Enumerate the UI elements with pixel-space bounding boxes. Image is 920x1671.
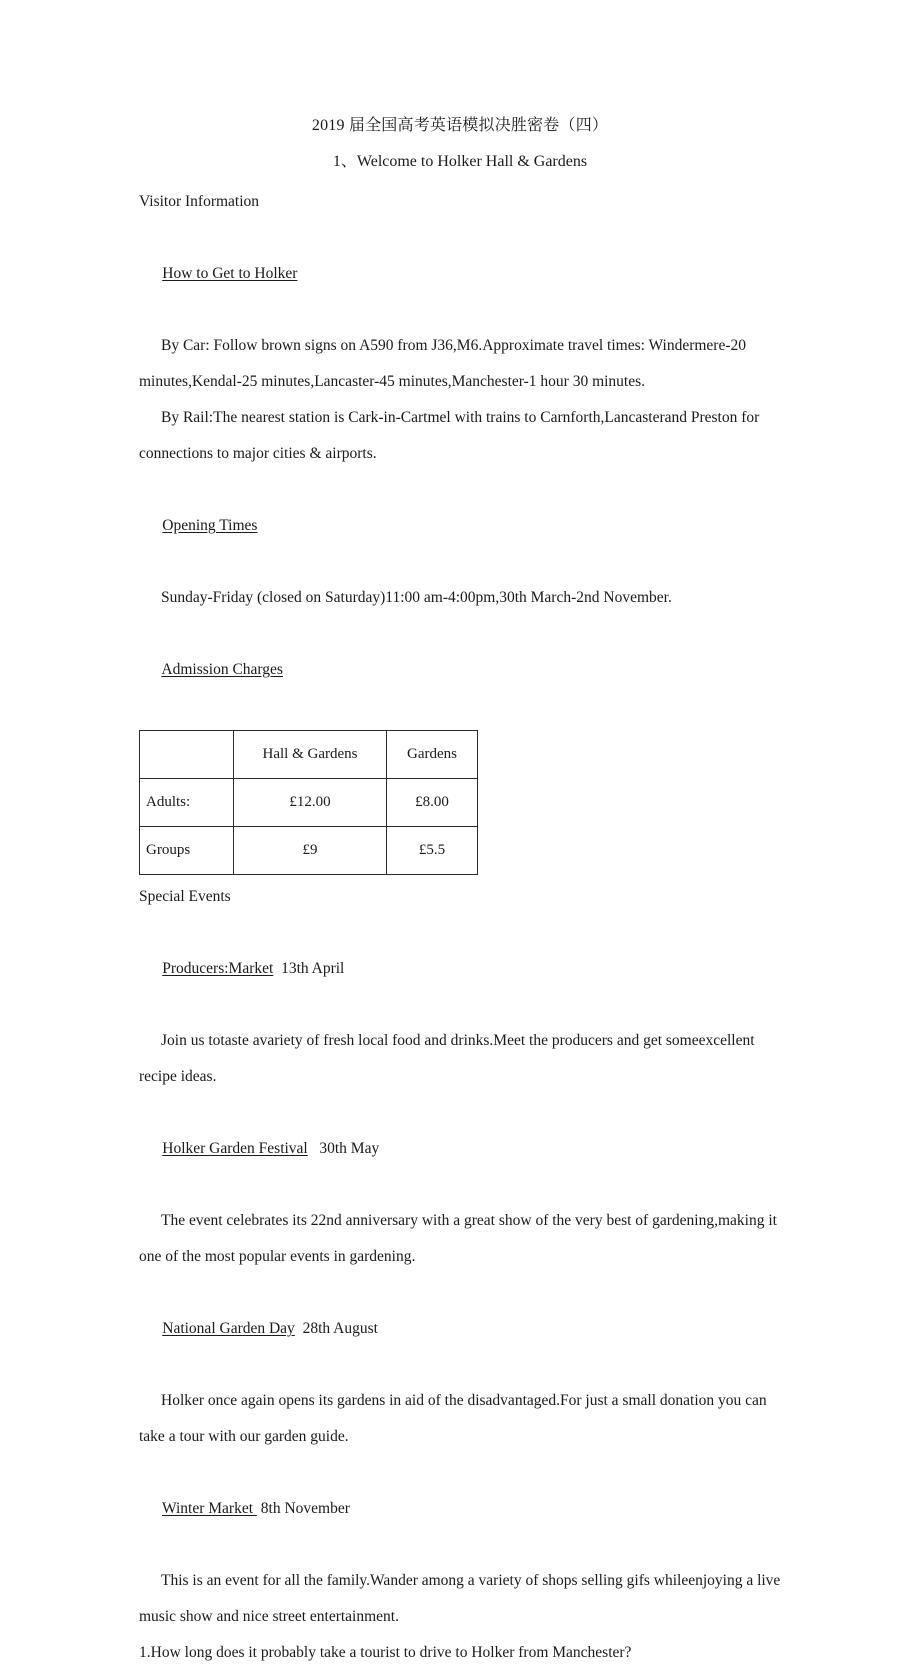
table-header-cell-blank [140,731,234,779]
event-date: 28th August [302,1320,378,1337]
table-header-row [140,731,478,779]
table-row [140,827,478,875]
section-heading-label: Opening Times [162,517,258,534]
paragraph-opening-times: Sunday-Friday (closed on Saturday)11:00 am-4:00pm,30th March-2nd November. [161,589,672,606]
event-name: Producers:Market [162,960,274,977]
table-header-cell-gardens: Gardens [387,731,478,779]
table-cell-gardens-price: £8.00 [387,779,478,827]
event-date-spacer [273,960,281,977]
question-1: 1.How long does it probably take a tourist to drive to Holker from Manchester? [139,1644,632,1661]
paragraph-holker-garden-festival-description: The event celebrates its 22nd anniversary with a great show of the very best of gardening,making it one of the most popular events in gardening. [139,1212,777,1265]
visitor-information-heading: Visitor Information [139,193,260,210]
section-heading-label: Admission Charges [161,661,283,678]
table-cell-row-label: Groups [140,827,234,875]
event-date: 8th November [260,1500,350,1517]
event-heading-holker-garden-festival [139,1095,781,1203]
table-cell-gardens-price: £5.5 [387,827,478,875]
table-row [140,779,478,827]
table-cell-row-label: Adults: [140,779,234,827]
paragraph-national-garden-day-description: Holker once again opens its gardens in aid of the disadvantaged.For just a small donation you can take a tour with our garden guide. [139,1392,767,1445]
event-name: National Garden Day [162,1320,295,1337]
document-content [139,108,781,1671]
event-name: Winter Market [161,1500,257,1517]
document-title: 2019 届全国高考英语模拟决胜密卷（四） [311,117,609,134]
event-heading-winter-market [139,1455,781,1563]
table-cell-hall-and-gardens-price: £9 [234,827,387,875]
paragraph-producers-market-description: Join us totaste avariety of fresh local food and drinks.Meet the producers and get someexcellent recipe ideas. [139,1032,755,1085]
event-date: 13th April [281,960,345,977]
section-heading-opening-times [139,472,781,580]
event-date: 30th May [319,1140,380,1157]
event-name: Holker Garden Festival [162,1140,308,1157]
event-date-spacer [295,1320,303,1337]
event-heading-producers-market [139,915,781,1023]
section-heading-special-events: Special Events [139,888,231,905]
paragraph-by-rail: By Rail:The nearest station is Cark-in-Cartmel with trains to Carnforth,Lancasterand Preston for connections to major cities & airports. [139,409,760,462]
paragraph-by-car: By Car: Follow brown signs on A590 from J36,M6.Approximate travel times: Windermere-20 minutes,Kendal-25 minutes,Lancaster-45 minutes,Manchester-1 hour 30 minutes. [139,337,747,390]
table-header-cell-hall-and-gardens: Hall & Gardens [234,731,387,779]
admission-charges-table [139,730,478,875]
section-heading-label: How to Get to Holker [162,265,298,282]
event-heading-national-garden-day [139,1275,781,1383]
event-date-spacer [308,1140,320,1157]
paragraph-winter-market-description: This is an event for all the family.Wander among a variety of shops selling gifs whileenjoying a live music show and nice street entertainment. [139,1572,781,1625]
document-subtitle: 1、Welcome to Holker Hall & Gardens [332,153,588,170]
section-heading-how-to-get-to-holker [139,220,781,328]
section-heading-admission-charges [139,616,781,724]
table-cell-hall-and-gardens-price: £12.00 [234,779,387,827]
